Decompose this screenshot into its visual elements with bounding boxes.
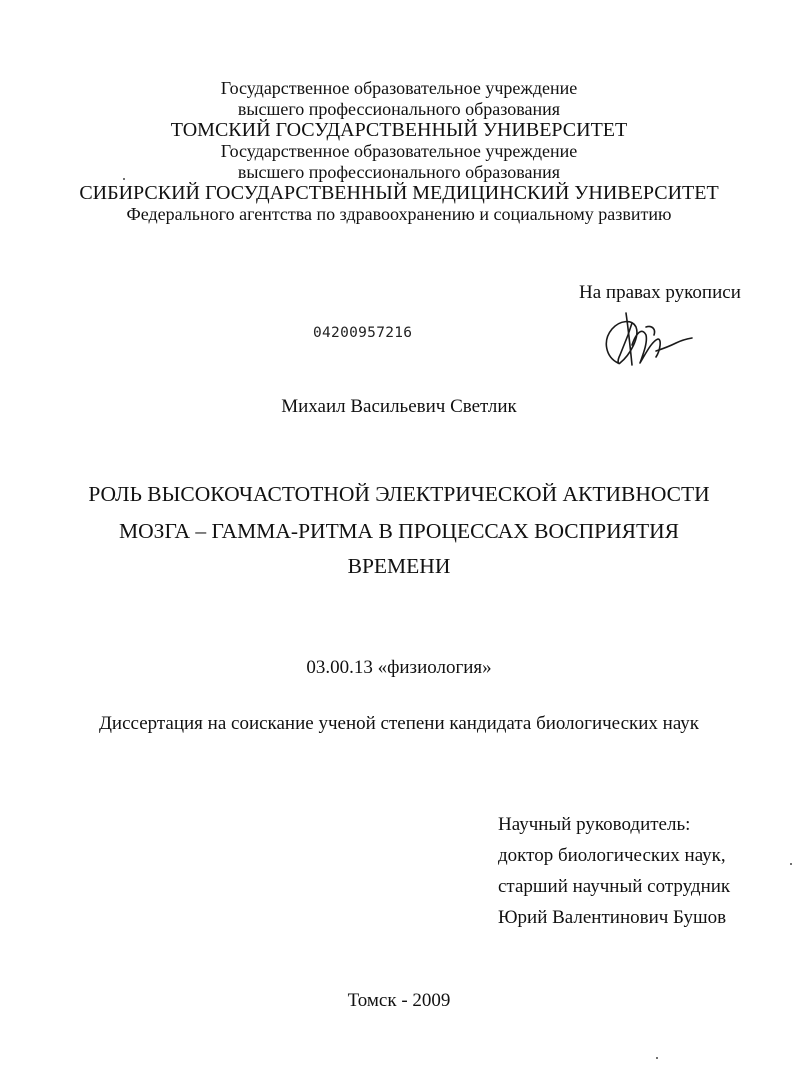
federal-agency-line: Федерального агентства по здравоохранению и социальному развитию (126, 204, 672, 224)
tomsk-university-name: ТОМСКИЙ ГОСУДАРСТВЕННЫЙ УНИВЕРСИТЕТ (170, 119, 628, 141)
supervisor-name: Юрий Валентинович Бушов (498, 907, 727, 928)
handwritten-signature (596, 305, 696, 375)
degree-statement: Диссертация на соискание ученой степени кандидата биологических наук (98, 713, 700, 734)
thesis-title-line-1: РОЛЬ ВЫСОКОЧАСТОТНОЙ ЭЛЕКТРИЧЕСКОЙ АКТИВНОСТИ (88, 482, 710, 506)
manuscript-rights-note: На правах рукописи (579, 282, 741, 303)
specialty-code: 03.00.13 «физиология» (306, 657, 492, 678)
education-level-line: высшего профессионального образования (237, 99, 561, 119)
thesis-title-line-3: ВРЕМЕНИ (347, 554, 451, 578)
thesis-title-line-2: МОЗГА – ГАММА-РИТМА В ПРОЦЕССАХ ВОСПРИЯТИЯ (119, 519, 679, 543)
scan-speck (790, 863, 792, 865)
siberian-medical-university-name: СИБИРСКИЙ ГОСУДАРСТВЕННЫЙ МЕДИЦИНСКИЙ УНИВЕРСИТЕТ (79, 182, 719, 204)
institution-type-line: Государственное образовательное учреждение (220, 78, 578, 98)
education-level-line-2: высшего профессионального образования (237, 162, 561, 182)
supervisor-degree: доктор биологических наук, (498, 845, 726, 866)
scan-speck (123, 178, 125, 180)
supervisor-position: старший научный сотрудник (498, 876, 731, 897)
city-year: Томск - 2009 (347, 990, 451, 1011)
author-name: Михаил Васильевич Светлик (281, 396, 517, 417)
scan-speck (656, 1057, 658, 1059)
inventory-number: 04200957216 (313, 325, 413, 341)
institution-type-line-2: Государственное образовательное учреждение (220, 141, 578, 161)
supervisor-label: Научный руководитель: (498, 814, 691, 835)
